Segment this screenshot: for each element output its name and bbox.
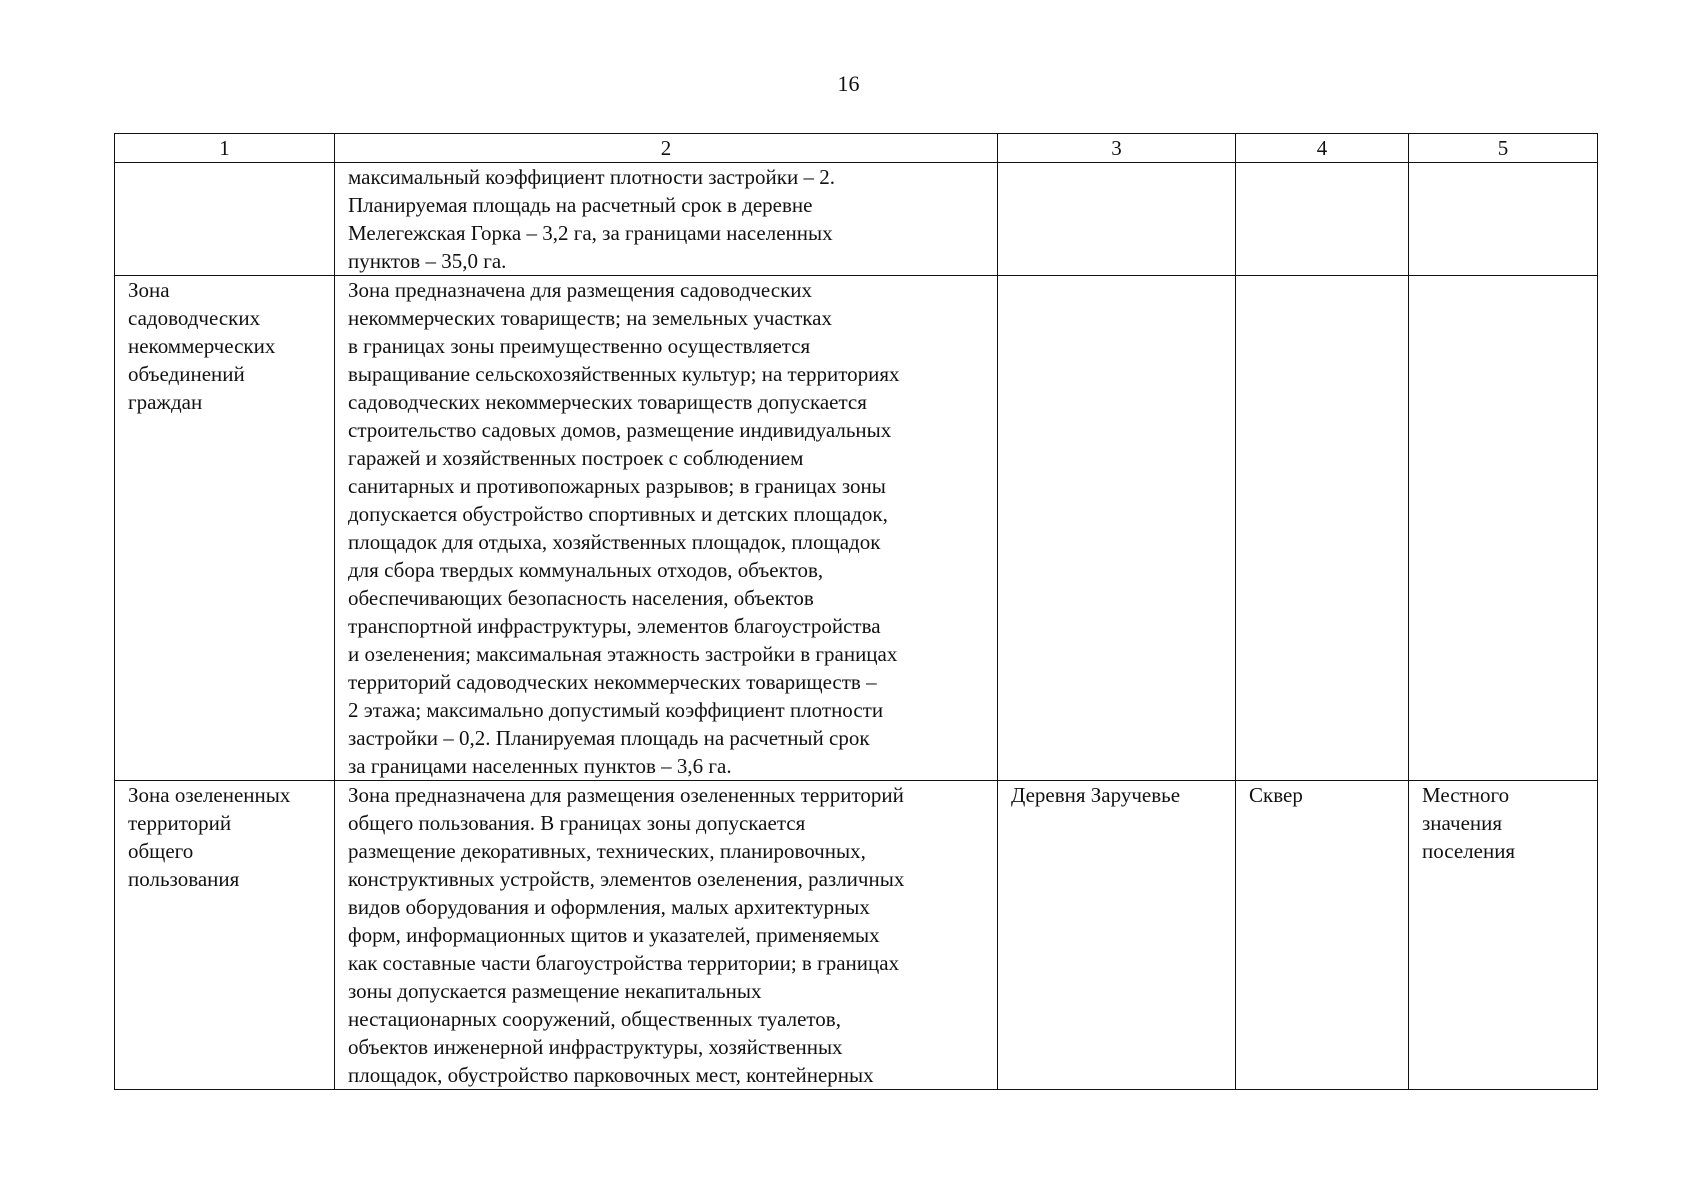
location-cell xyxy=(998,276,1236,781)
page-number: 16 xyxy=(837,71,860,96)
zone-name-cell: Зона садоводческих некоммерческих объединений граждан xyxy=(115,276,335,781)
table-row xyxy=(115,276,1598,781)
location-cell xyxy=(998,163,1236,276)
significance-cell: Местного значения поселения xyxy=(1409,781,1598,1090)
object-cell: Сквер xyxy=(1236,781,1409,1090)
zone-name-cell: Зона озелененных территорий общего пользования xyxy=(115,781,335,1090)
column-header-5: 5 xyxy=(1409,134,1598,163)
object-cell xyxy=(1236,163,1409,276)
zone-description-cell: максимальный коэффициент плотности застройки – 2. Планируемая площадь на расчетный срок в деревне Мелегежская Горка – 3,2 га, за границами населенных пунктов – 35,0 га. xyxy=(335,163,998,276)
column-header-2: 2 xyxy=(335,134,998,163)
significance-cell xyxy=(1409,163,1598,276)
column-header-1: 1 xyxy=(115,134,335,163)
location-cell: Деревня Заручевье xyxy=(998,781,1236,1090)
zone-name-cell xyxy=(115,163,335,276)
significance-cell xyxy=(1409,276,1598,781)
column-header-4: 4 xyxy=(1236,134,1409,163)
zone-description-cell: Зона предназначена для размещения садоводческих некоммерческих товариществ; на земельных участках в границах зоны преимущественно осуществляется выращивание сельскохозяйственных культур; на территориях садоводческих некоммерческих товариществ допускается строительство садовых домов, размещение индивидуальных гаражей и хозяйственных построек с соблюдением санитарных и противопожарных разрывов; в границах зоны допускается обустройство спортивных и детских площадок, площадок для отдыха, хозяйственных площадок, площадок для сбора твердых коммунальных отходов, объектов, обеспечивающих безопасность населения, объектов транспортной инфраструктуры, элементов благоустройства и озеленения; максимальная этажность застройки в границах территорий садоводческих некоммерческих товариществ – 2 этажа; максимально допустимый коэффициент плотности застройки – 0,2. Планируемая площадь на расчетный срок за границами населенных пунктов – 3,6 га. xyxy=(335,276,998,781)
object-cell xyxy=(1236,276,1409,781)
table-row xyxy=(115,163,1598,276)
zone-description-cell: Зона предназначена для размещения озелененных территорий общего пользования. В границах зоны допускается размещение декоративных, технических, планировочных, конструктивных устройств, элементов озеленения, различных видов оборудования и оформления, малых архитектурных форм, информационных щитов и указателей, применяемых как составные части благоустройства территории; в границах зоны допускается размещение некапитальных нестационарных сооружений, общественных туалетов, объектов инженерной инфраструктуры, хозяйственных площадок, обустройство парковочных мест, контейнерных xyxy=(335,781,998,1090)
table-header-row xyxy=(115,134,1598,163)
column-header-3: 3 xyxy=(998,134,1236,163)
zones-table xyxy=(114,133,1598,1090)
table-row xyxy=(115,781,1598,1090)
